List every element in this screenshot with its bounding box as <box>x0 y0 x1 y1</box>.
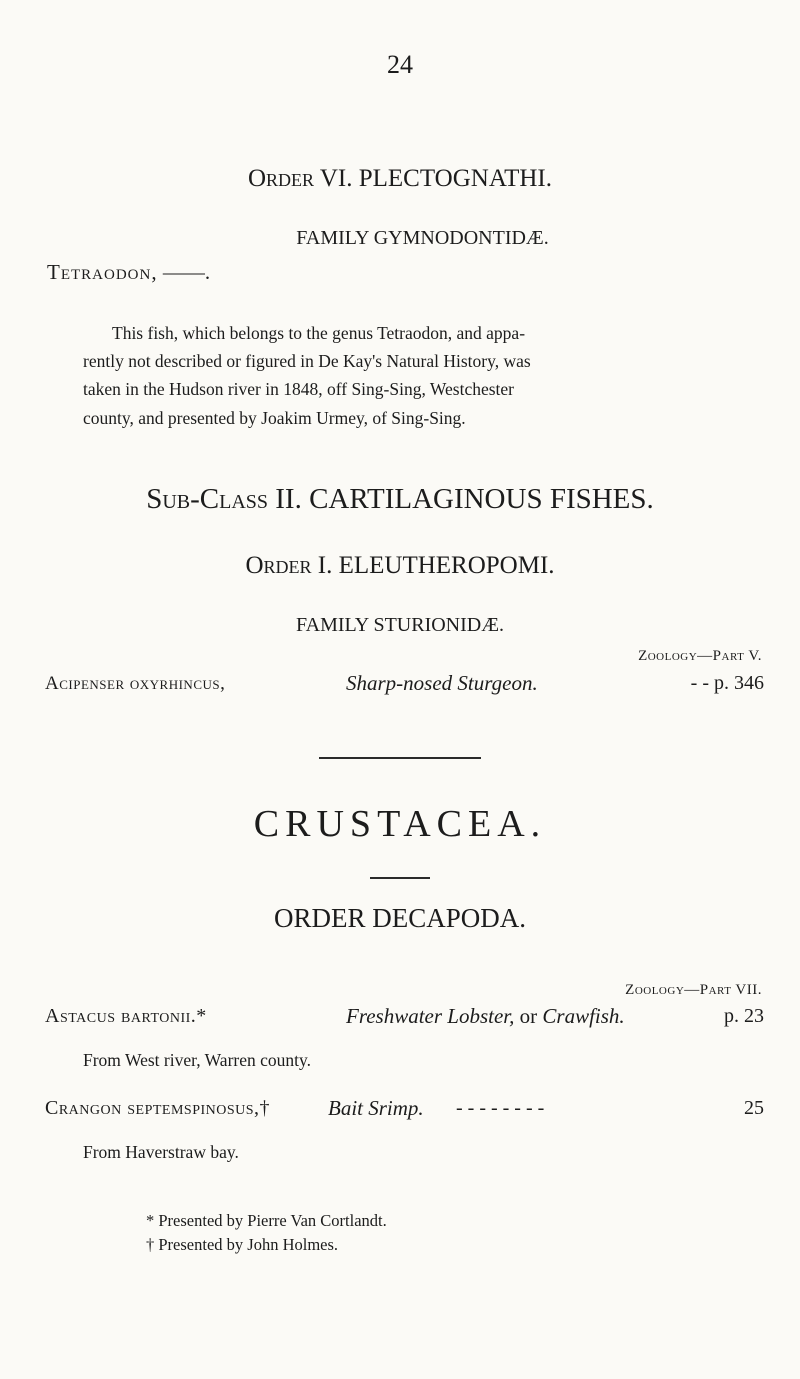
footnote-star: * Presented by Pierre Van Cortlandt. <box>146 1211 387 1230</box>
crustacea-underline <box>370 877 430 879</box>
acipenser-scientific-name: Acipenser oxyrhincus, <box>45 673 226 694</box>
astacus-common-name-a: Freshwater Lobster, <box>346 1004 515 1028</box>
family-sturionidae-heading: FAMILY STURIONIDÆ. <box>296 614 504 636</box>
page-number: 24 <box>387 50 413 79</box>
order-i-name: ELEUTHEROPOMI. <box>338 552 555 579</box>
astacus-common-name-b: Crawfish. <box>542 1004 625 1028</box>
crangon-common-name: Bait Srimp. <box>328 1096 424 1120</box>
subclass-name: CARTILAGINOUS FISHES. <box>309 483 654 515</box>
astacus-scientific-name: Astacus bartonii.* <box>45 1005 207 1027</box>
astacus-page-ref: p. 23 <box>724 1005 764 1027</box>
tetraodon-paragraph-line-3: taken in the Hudson river in 1848, off Sing-Sing, Westchester <box>83 379 515 399</box>
astacus-reference: Zoology—Part VII. <box>625 982 762 998</box>
section-divider <box>319 757 481 759</box>
order-i-heading <box>0 552 800 580</box>
subclass-heading <box>0 483 800 516</box>
astacus-locality: From West river, Warren county. <box>83 1050 311 1070</box>
crangon-leader-dots: - - - - - - - - <box>456 1097 545 1119</box>
order-vi-name: PLECTOGNATHI. <box>358 165 553 192</box>
acipenser-common-name: Sharp-nosed Sturgeon. <box>346 671 538 695</box>
order-decapoda-heading: ORDER DECAPODA. <box>273 903 527 933</box>
astacus-common-names <box>346 1004 625 1029</box>
subclass-label: Sub-Class II. <box>146 483 302 515</box>
family-gymnodontidae-heading: FAMILY GYMNODONTIDÆ. <box>296 227 549 249</box>
crangon-page-ref: 25 <box>744 1097 764 1119</box>
crangon-locality: From Haverstraw bay. <box>83 1142 239 1162</box>
tetraodon-paragraph-line-4: county, and presented by Joakim Urmey, of Sing-Sing. <box>83 408 466 428</box>
order-vi-label: Order VI. <box>247 165 353 192</box>
crustacea-title: CRUSTACEA. <box>253 803 547 845</box>
tetraodon-paragraph-line-2: rently not described or figured in De Kay's Natural History, was <box>83 351 531 371</box>
order-vi-heading <box>0 165 800 193</box>
tetraodon-paragraph-line-1: This fish, which belongs to the genus Tetraodon, and appa- <box>112 323 526 343</box>
astacus-or: or <box>519 1004 538 1028</box>
tetraodon-entry <box>47 260 210 285</box>
tetraodon-genus: Tetraodon, <box>47 260 158 284</box>
tetraodon-dash: ——. <box>162 260 211 284</box>
acipenser-reference: Zoology—Part V. <box>638 648 762 664</box>
acipenser-page-ref: - - p. 346 <box>690 672 764 694</box>
crangon-scientific-name: Crangon septemspinosus,† <box>45 1097 271 1119</box>
order-i-label: Order I. <box>245 552 333 579</box>
footnote-dagger: † Presented by John Holmes. <box>146 1235 339 1254</box>
